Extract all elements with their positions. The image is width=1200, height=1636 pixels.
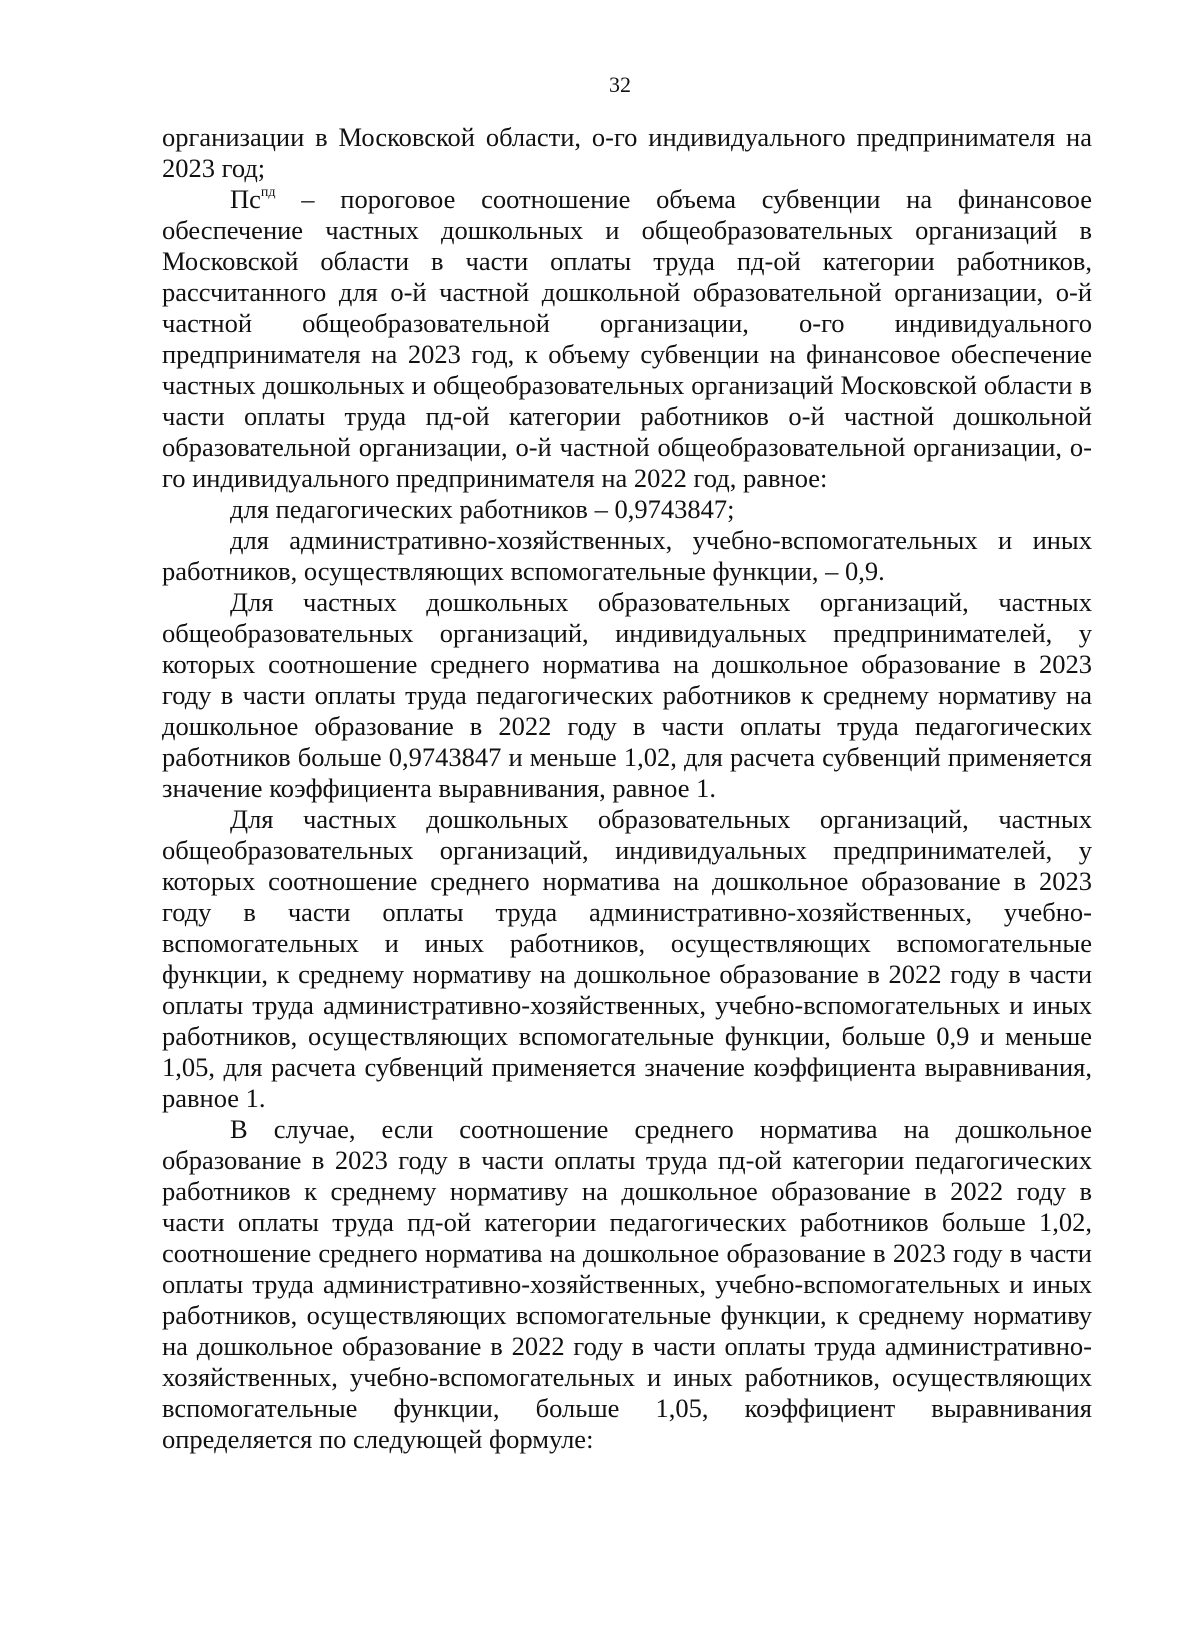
paragraph-threshold-definition xyxy=(162,184,1092,494)
paragraph-administrative-value: для административно-хозяйственных, учебно-вспомогательных и иных работников, осуществляющих вспомогательные функции, – 0,9. xyxy=(162,525,1092,586)
document-body xyxy=(162,122,1092,1455)
threshold-symbol-base: Пс xyxy=(230,184,261,214)
threshold-symbol-superscript: пд xyxy=(260,185,276,200)
paragraph-administrative-coefficient-rule: Для частных дошкольных образовательных организаций, частных общеобразовательных организаций, индивидуальных предпринимателей, у которых соотношение среднего норматива на дошкольное образование в 2023 году в части оплаты труда административно-хозяйственных, учебно-вспомогательных и иных работников, осуществляющих вспомогательные функции, к среднему нормативу на дошкольное образование в 2022 году в части оплаты труда административно-хозяйственных, учебно-вспомогательных и иных работников, осуществляющих вспомогательные функции, больше 0,9 и меньше 1,05, для расчета субвенций применяется значение коэффициента выравнивания, равное 1. xyxy=(162,804,1092,1113)
paragraph-coefficient-formula-intro: В случае, если соотношение среднего норматива на дошкольное образование в 2023 году в части оплаты труда пд-ой категории педагогических работников к среднему нормативу на дошкольное образование в 2022 году в части оплаты труда пд-ой категории педагогических работников больше 1,02, соотношение среднего норматива на дошкольное образование в 2023 году в части оплаты труда административно-хозяйственных, учебно-вспомогательных и иных работников, осуществляющих вспомогательные функции, к среднему нормативу на дошкольное образование в 2022 году в части оплаты труда административно-хозяйственных, учебно-вспомогательных и иных работников, осуществляющих вспомогательные функции, больше 1,05, коэффициент выравнивания определяется по следующей формуле: xyxy=(162,1114,1092,1454)
threshold-symbol xyxy=(230,184,276,214)
paragraph-pedagogical-coefficient-rule: Для частных дошкольных образовательных организаций, частных общеобразовательных организаций, индивидуальных предпринимателей, у которых соотношение среднего норматива на дошкольное образование в 2023 году в части оплаты труда педагогических работников к среднему нормативу на дошкольное образование в 2022 году в части оплаты труда педагогических работников больше 0,9743847 и меньше 1,02, для расчета субвенций применяется значение коэффициента выравнивания, равное 1. xyxy=(162,587,1092,803)
paragraph-continuation: организации в Московской области, о-го индивидуального предпринимателя на 2023 год; xyxy=(162,122,1092,183)
paragraph-pedagogical-value: для педагогических работников – 0,9743847; xyxy=(230,494,735,524)
threshold-definition-text: – пороговое соотношение объема субвенции на финансовое обеспечение частных дошкольных и общеобразовательных организаций в Московской области в части оплаты труда пд-ой категории работников, рассчитанного для о-й частной дошкольной образовательной организации, о-й частной общеобразовательной организации, о-го индивидуального предпринимателя на 2023 год, к объему субвенции на финансовое обеспечение частных дошкольных и общеобразовательных организаций Московской области в части оплаты труда пд-ой категории работников о-й частной дошкольной образовательной организации, о-й частной общеобразовательной организации, о-го индивидуального предпринимателя на 2022 год, равное: xyxy=(162,184,1092,493)
page-number: 32 xyxy=(609,72,631,97)
